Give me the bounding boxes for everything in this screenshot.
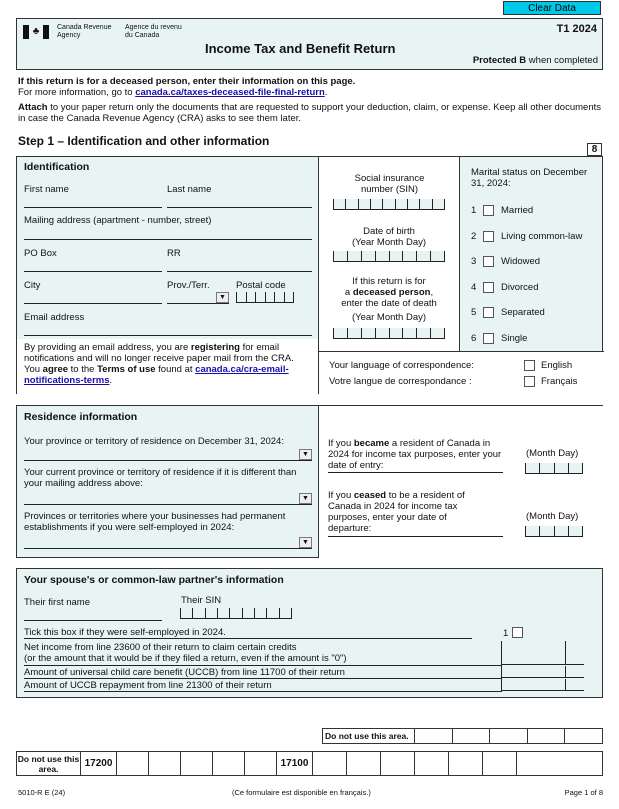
current-province-select[interactable] bbox=[24, 493, 312, 505]
prov-label: Prov./Terr. bbox=[167, 280, 210, 291]
uccb-label: Amount of universal child care benefit (UCCB) from line 11700 of their return bbox=[24, 667, 345, 678]
po-box-field[interactable] bbox=[24, 259, 162, 272]
net-income-field[interactable] bbox=[501, 641, 584, 665]
chevron-down-icon[interactable]: ▼ bbox=[216, 292, 229, 303]
single-checkbox[interactable] bbox=[483, 333, 494, 344]
chevron-down-icon[interactable]: ▼ bbox=[299, 493, 312, 504]
spouse-first-name-field[interactable] bbox=[24, 608, 162, 621]
marital-option-married[interactable]: 1 Married bbox=[471, 205, 534, 217]
page-indicator: Page 1 of 8 bbox=[564, 788, 603, 797]
deceased-note: If this return is for a deceased person, enter their information on this page. bbox=[18, 76, 356, 87]
common-law-checkbox[interactable] bbox=[483, 231, 494, 242]
language-label-en: Your language of correspondence: bbox=[329, 360, 474, 371]
city-label: City bbox=[24, 280, 41, 291]
mailing-address-label: Mailing address (apartment - number, street) bbox=[24, 215, 212, 226]
marital-heading: Marital status on December 31, 2024: bbox=[471, 167, 588, 189]
po-box-label: PO Box bbox=[24, 248, 57, 259]
mailing-address-field[interactable] bbox=[24, 227, 312, 240]
intro bbox=[18, 76, 608, 124]
clear-data-button[interactable]: Clear Data bbox=[503, 1, 601, 15]
language-english[interactable]: English bbox=[524, 360, 572, 371]
last-name-field[interactable] bbox=[167, 195, 312, 208]
english-checkbox[interactable] bbox=[524, 360, 535, 371]
marital-option-common-law[interactable]: 2 Living common-law bbox=[471, 230, 583, 242]
business-province-select[interactable] bbox=[24, 537, 312, 549]
postal-code-label: Postal code bbox=[236, 280, 286, 291]
uccb-field[interactable] bbox=[501, 666, 584, 678]
postal-code-field[interactable] bbox=[236, 292, 294, 303]
became-resident-label: If you became a resident of Canada in 2024 for income tax purposes, enter your date of entry: bbox=[328, 438, 502, 471]
date-of-departure-field[interactable] bbox=[525, 526, 583, 537]
form-code: 5010-R E (24) bbox=[18, 788, 66, 797]
dob-label: Date of birth bbox=[363, 226, 415, 237]
married-checkbox[interactable] bbox=[483, 205, 494, 216]
identification-heading: Identification bbox=[24, 161, 90, 173]
date-of-entry-field[interactable] bbox=[525, 463, 583, 474]
attach-note: Attach to your paper return only the documents that are requested to support your deduction, claim, or expense. Keep all other documents in case the Canada Revenue Agency (CRA) asks to see them later. bbox=[18, 102, 601, 124]
more-info: For more information, go to canada.ca/taxes-deceased-file-final-return. bbox=[18, 87, 328, 98]
spouse-sin-label: Their SIN bbox=[181, 595, 222, 606]
form-header bbox=[16, 18, 603, 70]
email-field[interactable] bbox=[24, 323, 312, 336]
spouse-sin-field[interactable] bbox=[180, 608, 292, 619]
step1-title: Step 1 – Identification and other information bbox=[18, 134, 270, 148]
agency-en: Canada Revenue Agency bbox=[57, 24, 112, 39]
self-employed-checkbox[interactable] bbox=[512, 627, 523, 638]
email-terms-note: By providing an email address, you are registering for email notifications and will no longer receive paper mail from the CRA. You agree to the Terms of use found at canada.ca/cra-email-notifications-terms. bbox=[17, 339, 318, 394]
last-name-label: Last name bbox=[167, 184, 212, 195]
self-employed-num: 1 bbox=[503, 628, 509, 639]
deceased-info-link[interactable]: canada.ca/taxes-deceased-file-final-return bbox=[135, 87, 325, 98]
marital-option-separated[interactable]: 5 Separated bbox=[471, 307, 545, 319]
spouse-section bbox=[16, 568, 603, 698]
net-income-label: Net income from line 23600 of their return to claim certain credits (or the amount that it would be if they filed a return, even if the amount is "0") bbox=[24, 642, 347, 664]
ceased-month-day-label: (Month Day) bbox=[526, 511, 579, 522]
city-field[interactable] bbox=[24, 291, 162, 304]
office-use-area-1: Do not use this area. bbox=[322, 728, 603, 744]
self-employed-label: Tick this box if they were self-employed in 2024. bbox=[24, 627, 226, 638]
residence-q1: Your province or territory of residence on December 31, 2024: bbox=[24, 436, 284, 447]
chevron-down-icon[interactable]: ▼ bbox=[299, 537, 312, 548]
dob-format: (Year Month Day) bbox=[351, 237, 427, 248]
dob-field[interactable] bbox=[333, 251, 445, 262]
identification-section bbox=[16, 156, 603, 394]
deceased-date-label: If this return is for a deceased person, enter the date of death (Year Month Day) bbox=[341, 276, 437, 323]
rr-label: RR bbox=[167, 248, 181, 259]
chevron-down-icon[interactable]: ▼ bbox=[299, 449, 312, 460]
french-availability: (Ce formulaire est disponible en français.) bbox=[232, 788, 371, 797]
prov-select[interactable] bbox=[167, 292, 229, 304]
residence-province-select[interactable] bbox=[24, 449, 312, 461]
french-checkbox[interactable] bbox=[524, 376, 535, 387]
widowed-checkbox[interactable] bbox=[483, 256, 494, 267]
residence-heading: Residence information bbox=[24, 411, 138, 423]
residence-q2: Your current province or territory of residence if it is different than your mailing address above: bbox=[24, 467, 297, 489]
spouse-heading: Your spouse's or common-law partner's information bbox=[24, 574, 284, 586]
sin-field[interactable] bbox=[333, 199, 445, 210]
marital-options bbox=[471, 198, 601, 351]
date-of-death-field[interactable] bbox=[333, 328, 445, 339]
residence-q3: Provinces or territories where your businesses had permanent establishments if you were self-employed in 2024: bbox=[24, 511, 286, 533]
form-id: T1 2024 bbox=[556, 23, 597, 35]
agency-fr: Agence du revenu du Canada bbox=[125, 24, 182, 39]
language-french[interactable]: Français bbox=[524, 376, 577, 387]
protected-label: Protected B when completed bbox=[472, 55, 598, 66]
spouse-first-name-label: Their first name bbox=[24, 597, 90, 608]
rr-field[interactable] bbox=[167, 259, 312, 272]
ceased-resident-label: If you ceased to be a resident of Canada in 2024 for income tax purposes, enter your date of departure: bbox=[328, 490, 465, 534]
separated-checkbox[interactable] bbox=[483, 307, 494, 318]
page-number-box: 8 bbox=[587, 143, 602, 156]
canada-flag-icon: ♣ bbox=[23, 25, 49, 39]
email-terms-link[interactable]: canada.ca/cra-email-notifications-terms bbox=[24, 364, 289, 386]
first-name-field[interactable] bbox=[24, 195, 162, 208]
email-label: Email address bbox=[24, 312, 85, 323]
uccb-repay-field[interactable] bbox=[501, 679, 584, 691]
marital-option-divorced[interactable]: 4 Divorced bbox=[471, 281, 539, 293]
uccb-repay-label: Amount of UCCB repayment from line 21300 of their return bbox=[24, 680, 272, 691]
residence-section bbox=[16, 405, 603, 558]
office-use-area-2: Do not use this area. 17200 17100 bbox=[16, 751, 603, 776]
divorced-checkbox[interactable] bbox=[483, 282, 494, 293]
language-label-fr: Votre langue de correspondance : bbox=[329, 376, 472, 387]
became-month-day-label: (Month Day) bbox=[526, 448, 579, 459]
first-name-label: First name bbox=[24, 184, 69, 195]
marital-option-single[interactable]: 6 Single bbox=[471, 332, 528, 344]
form-title: Income Tax and Benefit Return bbox=[205, 41, 396, 56]
marital-option-widowed[interactable]: 3 Widowed bbox=[471, 256, 541, 268]
sin-label: Social insurance number (SIN) bbox=[354, 173, 425, 195]
